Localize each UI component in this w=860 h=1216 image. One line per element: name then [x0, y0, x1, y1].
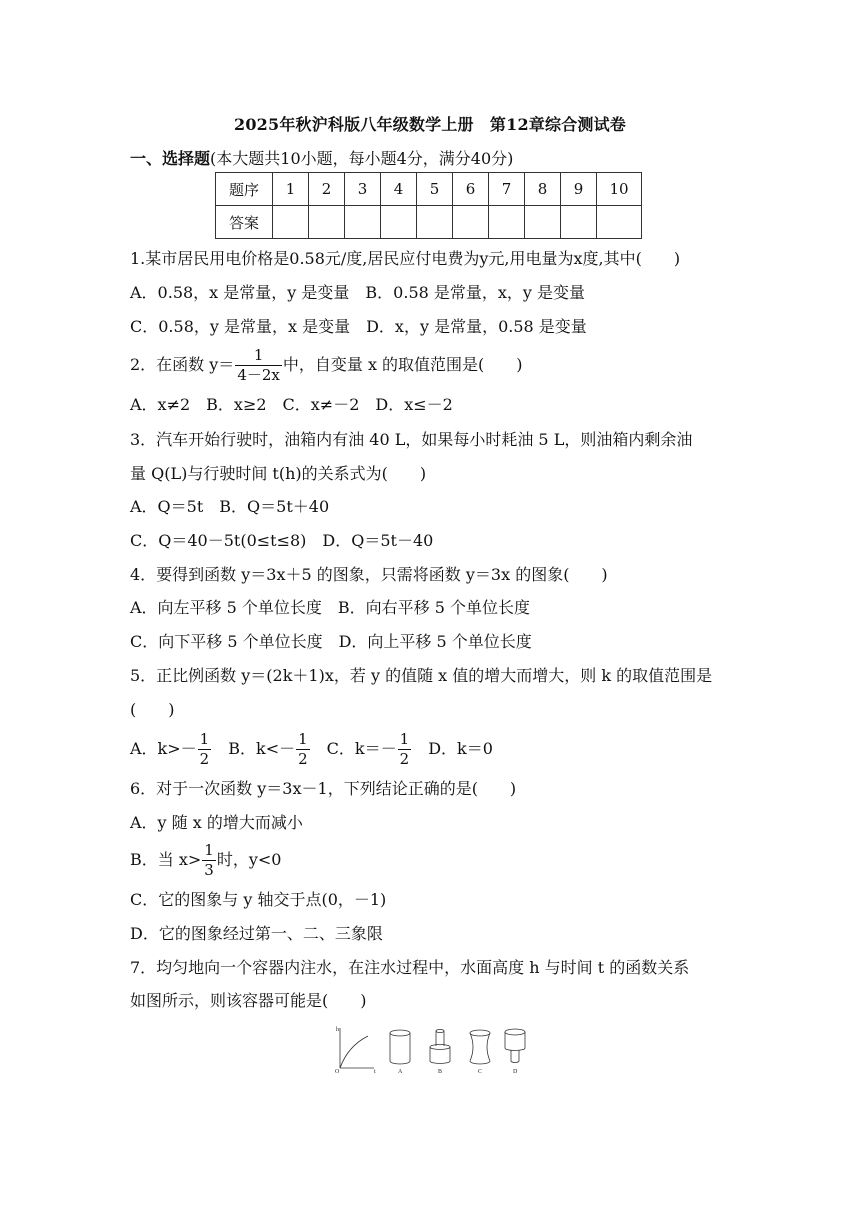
- answer-table-number: 9: [561, 173, 597, 206]
- answer-cell[interactable]: [309, 206, 345, 239]
- answer-cell[interactable]: [381, 206, 417, 239]
- answer-cell[interactable]: [489, 206, 525, 239]
- answer-table-row-label: 题序: [216, 173, 273, 206]
- question-2-stem: [130, 348, 523, 383]
- question-6-option-b: [130, 842, 281, 878]
- container-label-b: B: [438, 1069, 443, 1075]
- answer-table-number: 4: [381, 173, 417, 206]
- question-3-stem-line1: 3．汽车开始行驶时，油箱内有油 40 L，如果每小时耗油 5 L，则油箱内剩余油: [130, 430, 693, 449]
- answer-table-answer-row: [216, 206, 642, 239]
- section-heading-label: 一、选择题: [130, 149, 211, 168]
- page-title: 2025年秋沪科版八年级数学上册 第12章综合测试卷: [234, 115, 626, 134]
- fraction-numerator: 1: [399, 730, 410, 748]
- answer-table-number: 10: [597, 173, 642, 206]
- question-1-options-ab: A．0.58，x 是常量，y 是变量 B．0.58 是常量，x，y 是变量: [130, 283, 586, 302]
- question-2-options: A．x≠2 B．x≥2 C．x≠－2 D．x≤－2: [130, 395, 453, 414]
- question-5-option-a: A．k>－: [130, 739, 197, 758]
- answer-table-number: 2: [309, 173, 345, 206]
- answer-table-number: 1: [273, 173, 309, 206]
- answer-table-number: 7: [489, 173, 525, 206]
- question-6-stem: 6．对于一次函数 y＝3x－1，下列结论正确的是( ): [130, 779, 517, 798]
- answer-table-number-row: [216, 173, 642, 206]
- question-5-option-b: B．k<－: [228, 739, 296, 758]
- question-6-option-b-pre: B．当 x>: [130, 850, 202, 869]
- question-7-stem-line1: 7．均匀地向一个容器内注水，在注水过程中，水面高度 h 与时间 t 的函数关系: [130, 958, 690, 977]
- fraction-numerator: 1: [235, 348, 282, 366]
- answer-table-row-label: 答案: [216, 206, 273, 239]
- answer-table-number: 3: [345, 173, 381, 206]
- container-label-d: D: [513, 1069, 518, 1075]
- fraction-denominator: 2: [399, 750, 410, 768]
- answer-cell[interactable]: [525, 206, 561, 239]
- question-2-stem-post: 中，自变量 x 的取值范围是( ): [282, 355, 523, 374]
- answer-cell[interactable]: [597, 206, 642, 239]
- axis-label-h: h: [336, 1027, 339, 1033]
- question-1-options-cd: C．0.58，y 是常量，x 是变量 D．x，y 是常量，0.58 是变量: [130, 317, 587, 336]
- question-4-stem: 4．要得到函数 y＝3x＋5 的图象，只需将函数 y＝3x 的图象( ): [130, 565, 608, 584]
- fraction-one-third: [202, 843, 216, 878]
- origin-label: O: [335, 1069, 340, 1075]
- question-5-option-c: C．k＝－: [326, 739, 397, 758]
- question-6-option-c: C．它的图象与 y 轴交于点(0，－1): [130, 890, 387, 909]
- fraction-numerator: 1: [204, 841, 214, 859]
- fraction-one-half: [296, 732, 310, 767]
- answer-table-number: 5: [417, 173, 453, 206]
- question-2-fraction: [235, 348, 282, 383]
- h-t-graph: [335, 1027, 376, 1075]
- answer-cell[interactable]: [561, 206, 597, 239]
- answer-cell[interactable]: [273, 206, 309, 239]
- question-7-stem-line2: 如图所示，则该容器可能是( ): [130, 991, 367, 1010]
- answer-table: [215, 172, 642, 239]
- question-2-stem-pre: 2．在函数 y＝: [130, 355, 235, 374]
- fraction-denominator: 2: [199, 750, 210, 768]
- fraction-denominator: 2: [298, 750, 308, 768]
- question-3-stem-line2: 量 Q(L)与行驶时间 t(h)的关系式为( ): [130, 464, 427, 483]
- container-c: [470, 1030, 490, 1075]
- section-heading: [130, 146, 513, 169]
- container-label-a: A: [398, 1069, 403, 1075]
- question-5-stem-line2: ( ): [130, 700, 175, 719]
- answer-cell[interactable]: [345, 206, 381, 239]
- container-a: [390, 1030, 410, 1075]
- question-4-options-cd: C．向下平移 5 个单位长度 D．向上平移 5 个单位长度: [130, 632, 532, 651]
- question-7-figure: [332, 1024, 532, 1076]
- question-5-options: [130, 731, 493, 767]
- question-3-options-cd: C．Q＝40－5t(0≤t≤8) D．Q＝5t－40: [130, 531, 434, 550]
- question-3-options-ab: A．Q＝5t B．Q＝5t＋40: [130, 497, 330, 516]
- question-5-stem-line1: 5．正比例函数 y＝(2k＋1)x，若 y 的值随 x 值的增大而增大，则 k 的取值范围是: [130, 666, 713, 685]
- fraction-denominator: 4－2x: [237, 366, 280, 384]
- fraction-denominator: 3: [204, 861, 214, 879]
- axis-label-t: t: [374, 1069, 376, 1075]
- question-5-option-d: D．k＝0: [428, 739, 493, 758]
- container-label-c: C: [478, 1069, 483, 1075]
- answer-cell[interactable]: [453, 206, 489, 239]
- fraction-one-half: [398, 732, 412, 767]
- section-note: (本大题共10小题，每小题4分，满分40分): [210, 149, 514, 168]
- question-6-option-b-post: 时，y<0: [216, 850, 282, 869]
- fraction-one-half: [198, 732, 212, 767]
- container-d: [505, 1029, 525, 1075]
- question-6-option-a: A．y 随 x 的增大而减小: [130, 813, 303, 832]
- container-b: [430, 1029, 450, 1075]
- question-4-options-ab: A．向左平移 5 个单位长度 B．向右平移 5 个单位长度: [130, 598, 531, 617]
- answer-cell[interactable]: [417, 206, 453, 239]
- answer-table-number: 8: [525, 173, 561, 206]
- question-1-stem: 1.某市居民用电价格是0.58元/度,居民应付电费为y元,用电量为x度,其中( ): [130, 249, 681, 268]
- fraction-numerator: 1: [298, 730, 308, 748]
- question-6-option-d: D．它的图象经过第一、二、三象限: [130, 924, 383, 943]
- answer-table-number: 6: [453, 173, 489, 206]
- fraction-numerator: 1: [199, 730, 210, 748]
